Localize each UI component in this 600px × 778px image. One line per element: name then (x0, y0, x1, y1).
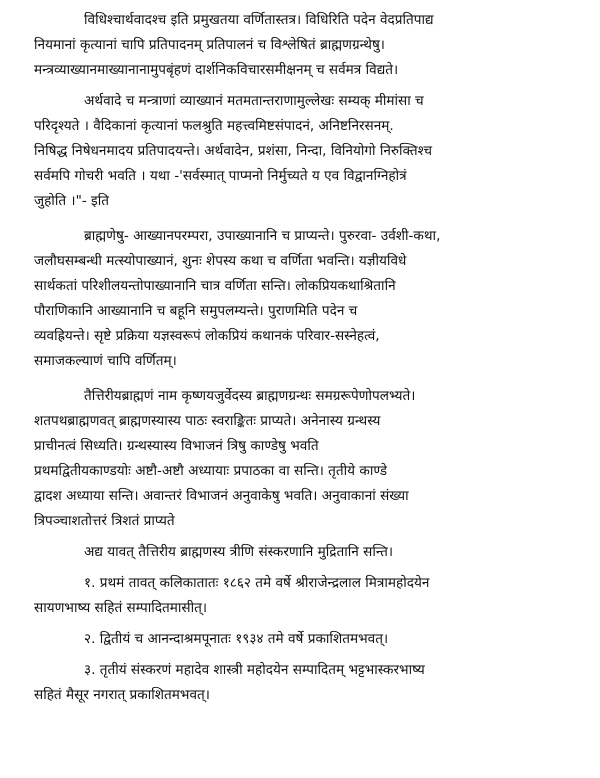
list-item-edition-2 (34, 627, 586, 652)
text-line: शतपथब्राह्मणवत् ब्राह्मणस्यास्य पाठः स्वराङ्कितः प्राप्यते। अनेनास्य ग्रन्थस्य (34, 413, 381, 429)
text-line: सर्वमपि गोचरी भवति । यथा -'सर्वस्मात् पाप्मनो निर्मुच्यते य एव विद्वानग्निहोत्रं (34, 168, 407, 184)
paragraph-editions-intro (34, 540, 586, 565)
text-line: निषिद्ध निषेधनमादय प्रतिपादयन्ते। अर्थवादेन, प्रशंसा, निन्दा, विनियोगो निरुक्तिश्च (34, 143, 433, 159)
text-line: जुहोति ।"- इति (34, 193, 109, 209)
text-line: व्यवह्रियन्ते। सृष्टे प्रक्रिया यज्ञस्वरूपं लोकप्रियं कथानकं परिवार-सस्नेहत्वं, (34, 328, 380, 344)
text-line: प्राचीनत्वं सिध्यति। ग्रन्थस्यास्य विभाजनं त्रिषु काण्डेषु भवति (34, 438, 319, 454)
text-line: १. प्रथमं तावत् कलिकातातः १८६२ तमे वर्षे श्रीराजेन्द्रलाल मित्रामहोदयेन (84, 575, 430, 591)
text-line: अर्थवादे च मन्त्राणां व्याख्यानं मतमतान्तराणामुल्लेखः सम्यक् मीमांसा च (84, 93, 424, 109)
paragraph-taittiriya (34, 384, 586, 534)
text-line: सहितं मैसूर नगरात् प्रकाशितमभवत्। (34, 687, 210, 703)
paragraph-arthavada (34, 89, 586, 214)
list-item-edition-3 (34, 658, 586, 708)
text-line: द्वादश अध्याया सन्ति। अवान्तरं विभाजनं अनुवाकेषु भवति। अनुवाकानां संख्या (34, 488, 409, 504)
text-line: २. द्वितीयं च आनन्दाश्रमपूनातः १९३४ तमे वर्षे प्रकाशितमभवत्। (84, 631, 389, 647)
text-line: अद्य यावत् तैत्तिरीय ब्राह्मणस्य त्रीणि संस्करणानि मुद्रितानि सन्ति। (84, 544, 393, 560)
text-line: सायणभाष्य सहितं सम्पादितमासीत्। (34, 600, 208, 616)
paragraph-vidhi-arthavada (34, 8, 586, 83)
text-line: परिदृश्यते । वैदिकानां कृत्यानां फलश्रुति महत्त्वमिष्टसंपादनं, अनिष्टनिरसनम्. (34, 118, 394, 134)
text-line: समाजकल्याणं चापि वर्णितम्। (34, 353, 177, 369)
text-line: ३. तृतीयं संस्करणं महादेव शास्त्री महोदयेन सम्पादितम् भट्टभास्करभाष्य (84, 662, 425, 678)
text-line: ब्राह्मणेषु- आख्यानपरम्परा, उपाख्यानानि च प्राप्यन्ते। पुरुरवा- उर्वशी-कथा, (84, 228, 441, 244)
text-line: तैत्तिरीयब्राह्मणं नाम कृष्णयजुर्वेदस्य ब्राह्मणग्रन्थः समग्ररूपेणोपलभ्यते। (84, 388, 416, 404)
text-line: जलौघसम्बन्धी मत्स्योपाख्यानं, शुनः शेपस्य कथा च वर्णिता भवन्ति। यज्ञीयविधे (34, 253, 407, 269)
text-line: मन्त्रव्याख्यानमाख्यानानामुपबृंहणं दार्शनिकविचारसमीक्षनम् च सर्वमत्र विद्यते। (34, 62, 399, 78)
text-line: पौराणिकानि आख्यानानि च बहूनि समुपलम्यन्ते। पुराणमिति पदेन च (34, 303, 358, 319)
text-line: प्रथमद्वितीयकाण्डयोः अष्टौ-अष्टौ अध्यायाः प्रपाठका वा सन्ति। तृतीये काण्डे (34, 463, 388, 479)
list-item-edition-1 (34, 571, 586, 621)
text-line: नियमानां कृत्यानां चापि प्रतिपादनम् प्रतिपालनं च विश्लेषितं ब्राह्मणग्रन्थेषु। (34, 37, 385, 53)
paragraph-akhyana (34, 224, 586, 374)
text-line: विधिश्चार्थवादश्च इति प्रमुखतया वर्णितास्तत्र। विधिरिति पदेन वेदप्रतिपाद्य (84, 12, 434, 28)
text-line: त्रिपञ्चाशतोत्तरं त्रिशतं प्राप्यते (34, 513, 175, 529)
text-line: सार्थकतां परिशीलयन्तोपाख्यानानि चात्र वर्णिता सन्ति। लोकप्रियकथाश्रितानि (34, 278, 396, 294)
